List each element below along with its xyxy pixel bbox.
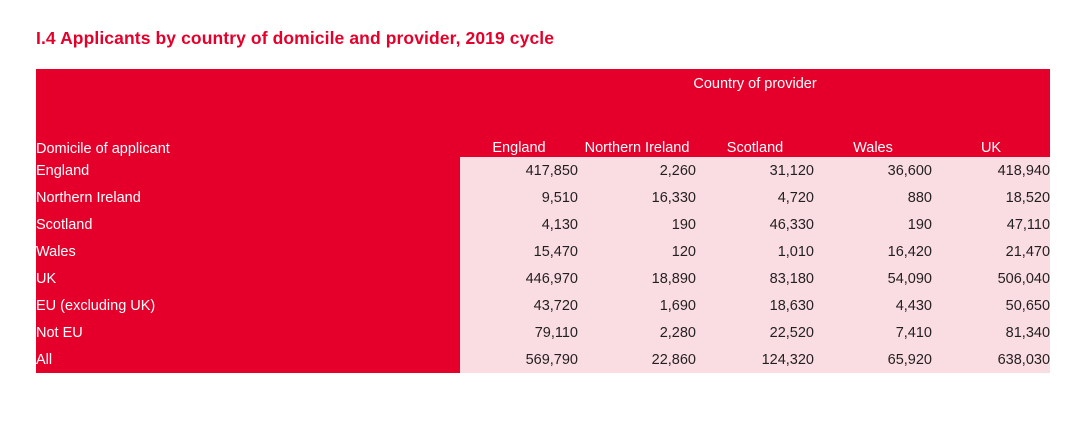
table-cell: 417,850 <box>460 157 578 184</box>
table-cell: 2,280 <box>578 319 696 346</box>
table-cell: 21,470 <box>932 238 1050 265</box>
table-cell: 31,120 <box>696 157 814 184</box>
table-cell: 22,520 <box>696 319 814 346</box>
table-cell: 18,890 <box>578 265 696 292</box>
table-row <box>36 292 1050 319</box>
table-cell: 9,510 <box>460 184 578 211</box>
table-cell: 22,860 <box>578 346 696 373</box>
row-label: Northern Ireland <box>36 184 460 211</box>
table-cell: 638,030 <box>932 346 1050 373</box>
table-cell: 54,090 <box>814 265 932 292</box>
table-cell: 18,630 <box>696 292 814 319</box>
table-cell: 4,130 <box>460 211 578 238</box>
table-cell: 15,470 <box>460 238 578 265</box>
table-header-group-row <box>36 69 1050 99</box>
table-cell: 2,260 <box>578 157 696 184</box>
table-header-row <box>36 99 1050 157</box>
table-row <box>36 211 1050 238</box>
table-row <box>36 238 1050 265</box>
table-cell: 47,110 <box>932 211 1050 238</box>
row-label: Not EU <box>36 319 460 346</box>
row-label: EU (excluding UK) <box>36 292 460 319</box>
table-cell: 36,600 <box>814 157 932 184</box>
page-title: I.4 Applicants by country of domicile and provider, 2019 cycle <box>36 28 555 48</box>
table-cell: 569,790 <box>460 346 578 373</box>
header-col-northern-ireland: Northern Ireland <box>578 99 696 157</box>
table-cell: 65,920 <box>814 346 932 373</box>
header-col-wales: Wales <box>814 99 932 157</box>
table-row <box>36 184 1050 211</box>
table-row <box>36 346 1050 373</box>
table-cell: 418,940 <box>932 157 1050 184</box>
row-label: UK <box>36 265 460 292</box>
applicants-table <box>36 69 1050 373</box>
header-col-uk: UK <box>932 99 1050 157</box>
header-corner-blank <box>36 69 460 99</box>
header-col-scotland: Scotland <box>696 99 814 157</box>
table-cell: 506,040 <box>932 265 1050 292</box>
row-label: Wales <box>36 238 460 265</box>
table-cell: 16,330 <box>578 184 696 211</box>
table-cell: 81,340 <box>932 319 1050 346</box>
table-cell: 16,420 <box>814 238 932 265</box>
header-col-england: England <box>460 99 578 157</box>
table-cell: 124,320 <box>696 346 814 373</box>
table-row <box>36 265 1050 292</box>
table-cell: 18,520 <box>932 184 1050 211</box>
table-cell: 446,970 <box>460 265 578 292</box>
table-cell: 79,110 <box>460 319 578 346</box>
table-cell: 50,650 <box>932 292 1050 319</box>
row-label: All <box>36 346 460 373</box>
table-cell: 43,720 <box>460 292 578 319</box>
header-group-country-of-provider: Country of provider <box>460 69 1050 99</box>
table-cell: 46,330 <box>696 211 814 238</box>
table-cell: 1,690 <box>578 292 696 319</box>
row-label: Scotland <box>36 211 460 238</box>
table-row <box>36 157 1050 184</box>
table-cell: 83,180 <box>696 265 814 292</box>
table-cell: 880 <box>814 184 932 211</box>
table-row <box>36 319 1050 346</box>
header-domicile-of-applicant: Domicile of applicant <box>36 99 460 157</box>
table-cell: 190 <box>814 211 932 238</box>
table-cell: 4,720 <box>696 184 814 211</box>
row-label: England <box>36 157 460 184</box>
table-cell: 1,010 <box>696 238 814 265</box>
table-cell: 7,410 <box>814 319 932 346</box>
table-cell: 4,430 <box>814 292 932 319</box>
table-cell: 120 <box>578 238 696 265</box>
table-cell: 190 <box>578 211 696 238</box>
